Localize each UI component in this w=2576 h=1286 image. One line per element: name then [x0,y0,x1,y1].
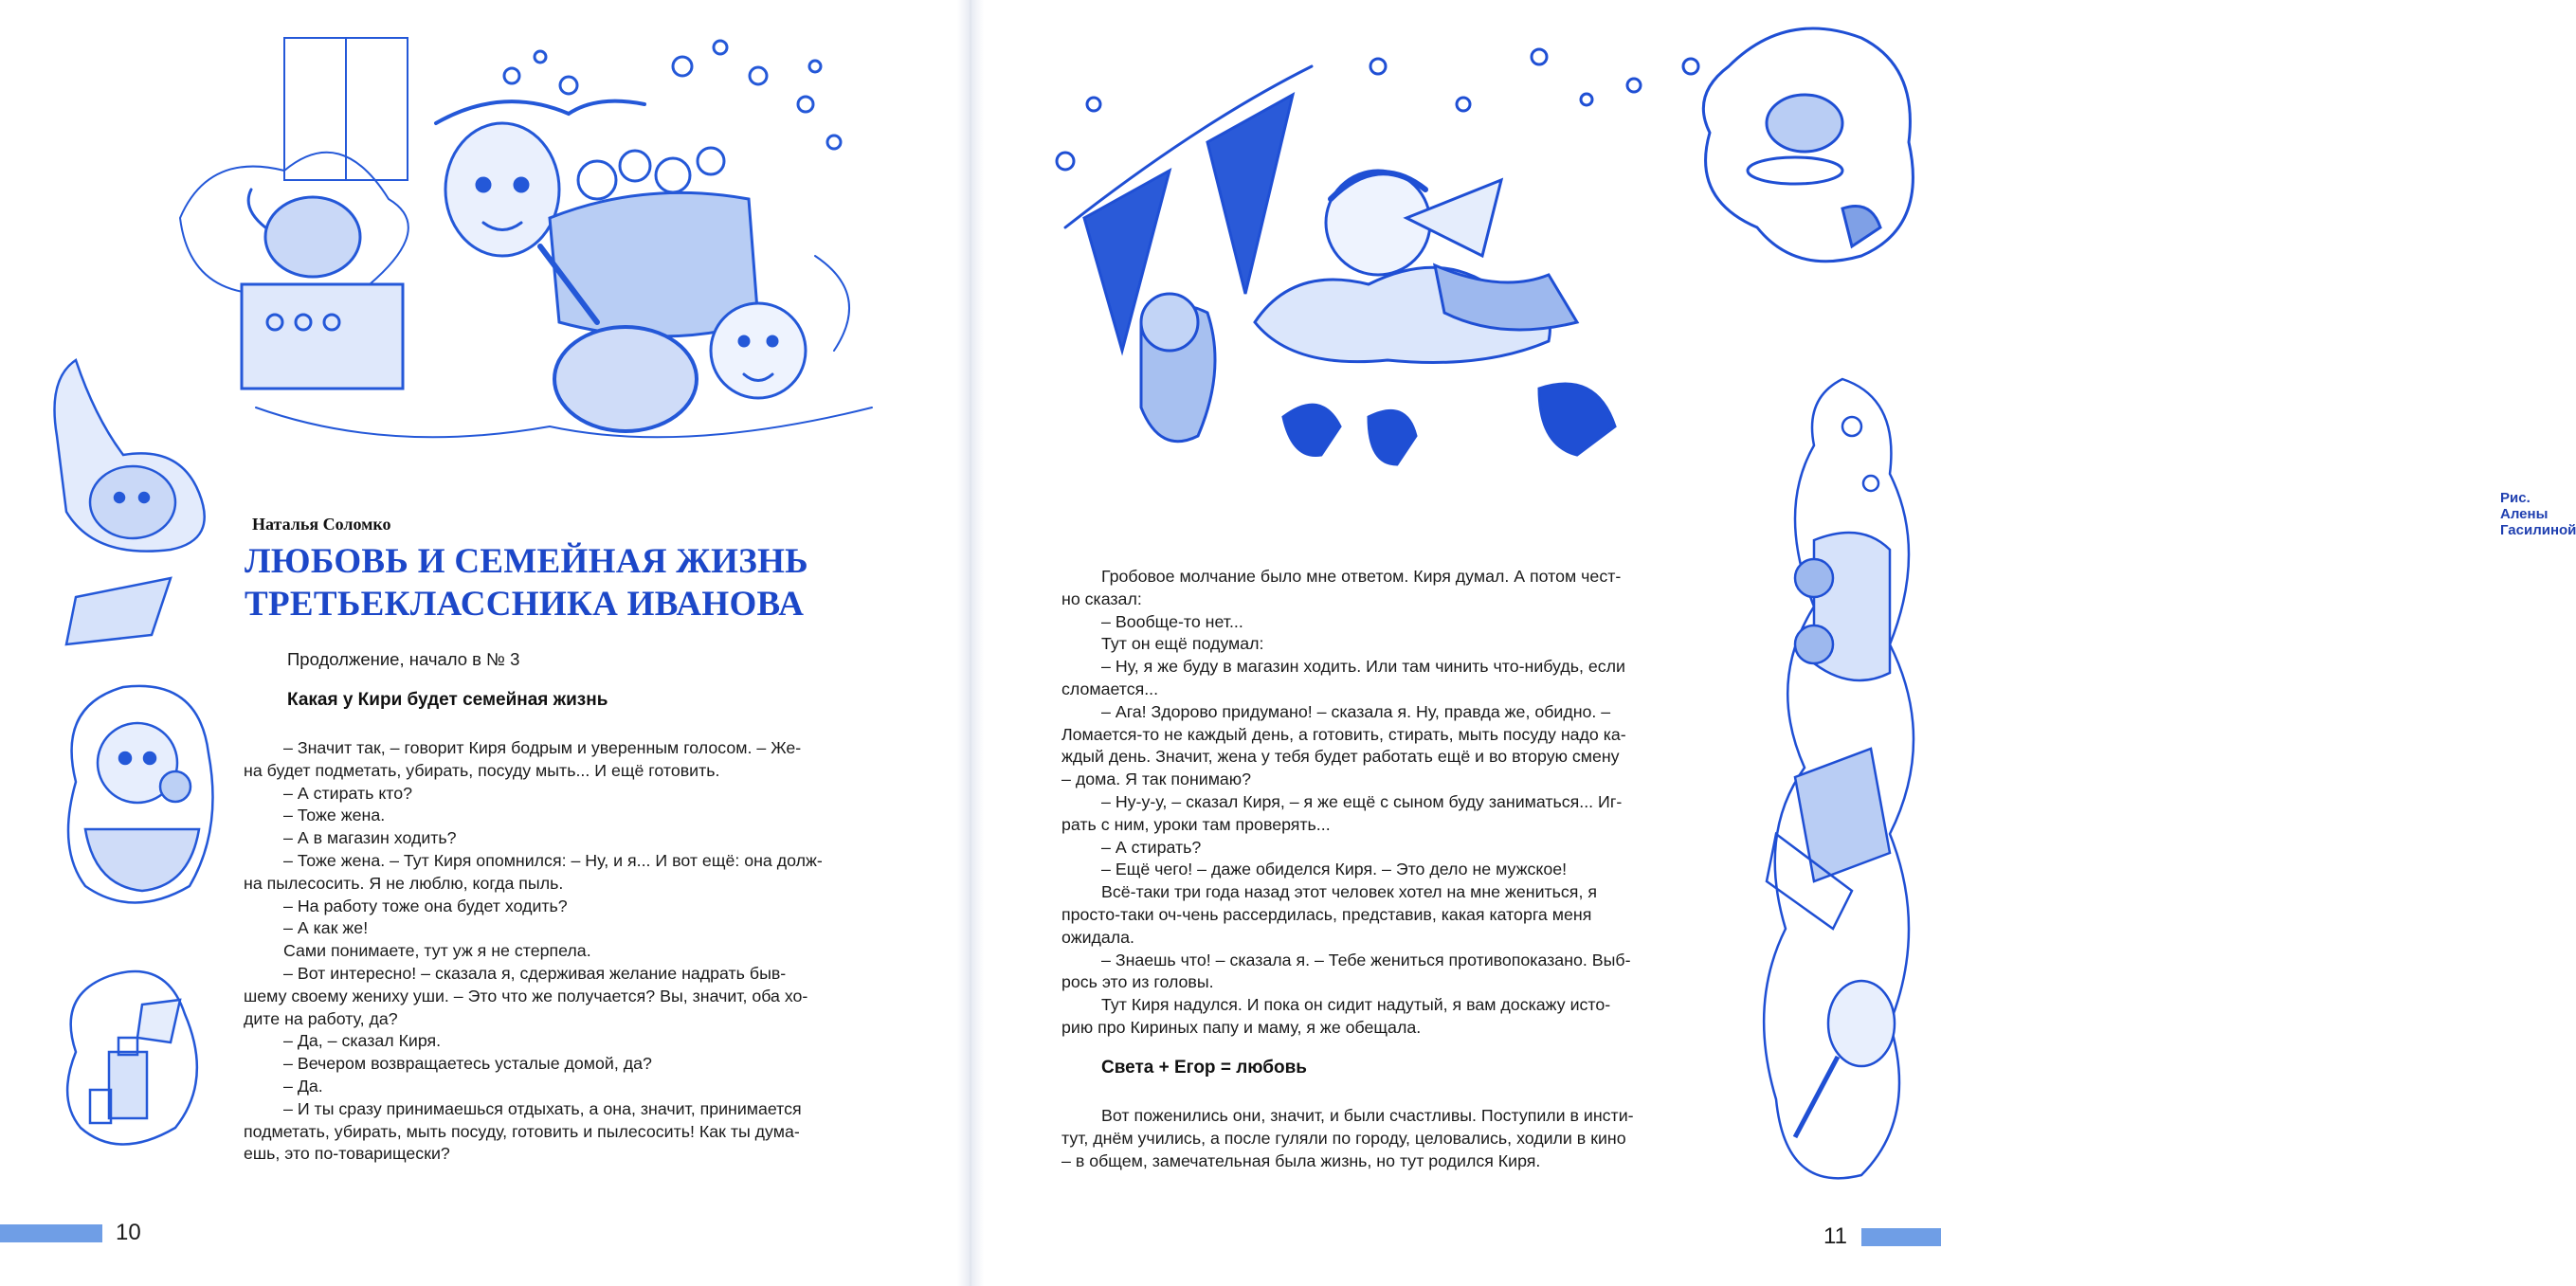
text-line: Вот поженились они, значит, и были счастливы. Поступили в инсти- [1101,1106,1634,1125]
section-heading-kira: Какая у Кири будет семейная жизнь [287,690,608,710]
text-line: ожидала. [1061,927,1134,947]
text-line: ешь, это по-товарищески? [244,1144,450,1164]
text-line: – Ага! Здорово придумано! – сказала я. Ну, правда же, обидно. – [1101,701,1611,721]
text-line: дите на работу, да? [244,1008,398,1028]
continuation-note: Продолжение, начало в № 3 [287,649,520,669]
text-line: на будет подметать, убирать, посуду мыть... И ещё готовить. [244,760,720,780]
text-line: – На работу тоже она будет ходить? [283,896,568,915]
page-number-bar-left [0,1224,102,1242]
right-body-text [1061,566,1744,1040]
page-number-bar-right [1861,1228,1941,1246]
title-line-2: ТРЕТЬЕКЛАССНИКА ИВАНОВА [245,585,805,624]
baby-cup-drawing [57,668,227,924]
cat-drawing [38,322,227,663]
text-line: – И ты сразу принимаешься отдыхать, а она, значит, принимается [283,1098,802,1118]
text-line: – дома. Я так понимаю? [1061,770,1252,789]
text-line: на пылесосить. Я не люблю, когда пыль. [244,873,564,893]
text-line: – Тоже жена. [283,806,386,825]
text-line: Гробовое молчание было мне ответом. Киря думал. А потом чест- [1101,567,1622,586]
page-number-left: 10 [116,1220,141,1245]
text-line: – Значит так, – говорит Киря бодрым и уверенным голосом. – Же- [283,738,802,757]
text-line: – Вечером возвращаетесь усталые домой, да? [283,1054,652,1074]
text-line: – Да. [283,1076,323,1096]
dream-items-drawing [1748,360,1937,1213]
baby-cup-vignette [57,668,227,924]
dream-items-vignette [1748,360,1937,1213]
kitchen-illustration [152,9,967,483]
text-line: – А как же! [283,918,369,938]
bottle-drawing [52,948,213,1166]
text-line: – Ну-у-у, – сказал Киря, – я же ещё с сыном буду заниматься... Иг- [1101,791,1623,811]
text-line: сломается... [1061,679,1159,698]
bottle-vignette [52,948,213,1166]
text-line: Тут Киря надулся. И пока он сидит надутый, я вам доскажу исто- [1101,995,1611,1015]
text-line: – в общем, замечательная была жизнь, но тут родился Киря. [1061,1150,1541,1170]
section-heading-sveta-egor: Света + Егор = любовь [1101,1058,1307,1078]
right-page [971,0,2576,1286]
text-line: Ломается-то не каждый день, а готовить, стирать, мыть посуду надо ка- [1061,724,1626,744]
text-line: тут, днём учились, а после гуляли по городу, целовались, ходили в кино [1061,1128,1626,1148]
left-body-text [244,737,912,1166]
text-line: подметать, убирать, мыть посуду, готовить и пылесосить! Как ты дума- [244,1121,800,1141]
text-line: – Ещё чего! – даже обиделся Киря. – Это дело не мужское! [1101,860,1568,879]
text-line: шему своему жениху уши. – Это что же получается? Вы, значит, оба хо- [244,986,808,1005]
illustration-credit: Рис. Алены Гасилиной [2500,490,2576,538]
text-line: – Тоже жена. – Тут Киря опомнился: – Ну, и я... И вот ещё: она долж- [283,850,823,870]
text-line: – А в магазин ходить? [283,828,457,848]
article-title [245,540,908,625]
text-line: просто-таки оч-чень рассердилась, представив, какая каторга меня [1061,904,1592,924]
text-line: – Вот интересно! – сказала я, сдерживая желание надрать быв- [283,963,787,983]
kitchen-drawing [152,9,967,483]
right-body-text-2 [1061,1105,1744,1172]
text-line: – Вообще-то нет... [1101,611,1243,631]
text-line: рию про Кириных папу и маму, я же обещала. [1061,1017,1422,1037]
text-line: – Знаешь что! – сказала я. – Тебе жениться противопоказано. Выб- [1101,950,1631,969]
author-name: Наталья Соломко [252,515,391,534]
text-line: ждый день. Значит, жена у тебя будет работать ещё и во вторую смену [1061,747,1620,767]
text-line: – Да, – сказал Киря. [283,1031,442,1051]
text-line: Тут он ещё подумал: [1101,634,1264,654]
cat-vignette [38,322,227,663]
text-line: – А стирать кто? [283,783,413,803]
left-page [0,0,971,1286]
text-line: но сказал: [1061,589,1142,608]
text-line: – А стирать? [1101,837,1202,857]
text-line: Всё-таки три года назад этот человек хотел на мне жениться, я [1101,882,1597,902]
text-line: – Ну, я же буду в магазин ходить. Или там чинить что-нибудь, если [1101,657,1625,677]
title-line-1: ЛЮБОВЬ И СЕМЕЙНАЯ ЖИЗНЬ [245,542,808,581]
text-line: Сами понимаете, тут уж я не стерпела. [283,941,591,961]
text-line: рать с ним, уроки там проверять... [1061,814,1331,834]
text-line: рось это из головы. [1061,972,1214,992]
page-number-right: 11 [1823,1223,1847,1249]
